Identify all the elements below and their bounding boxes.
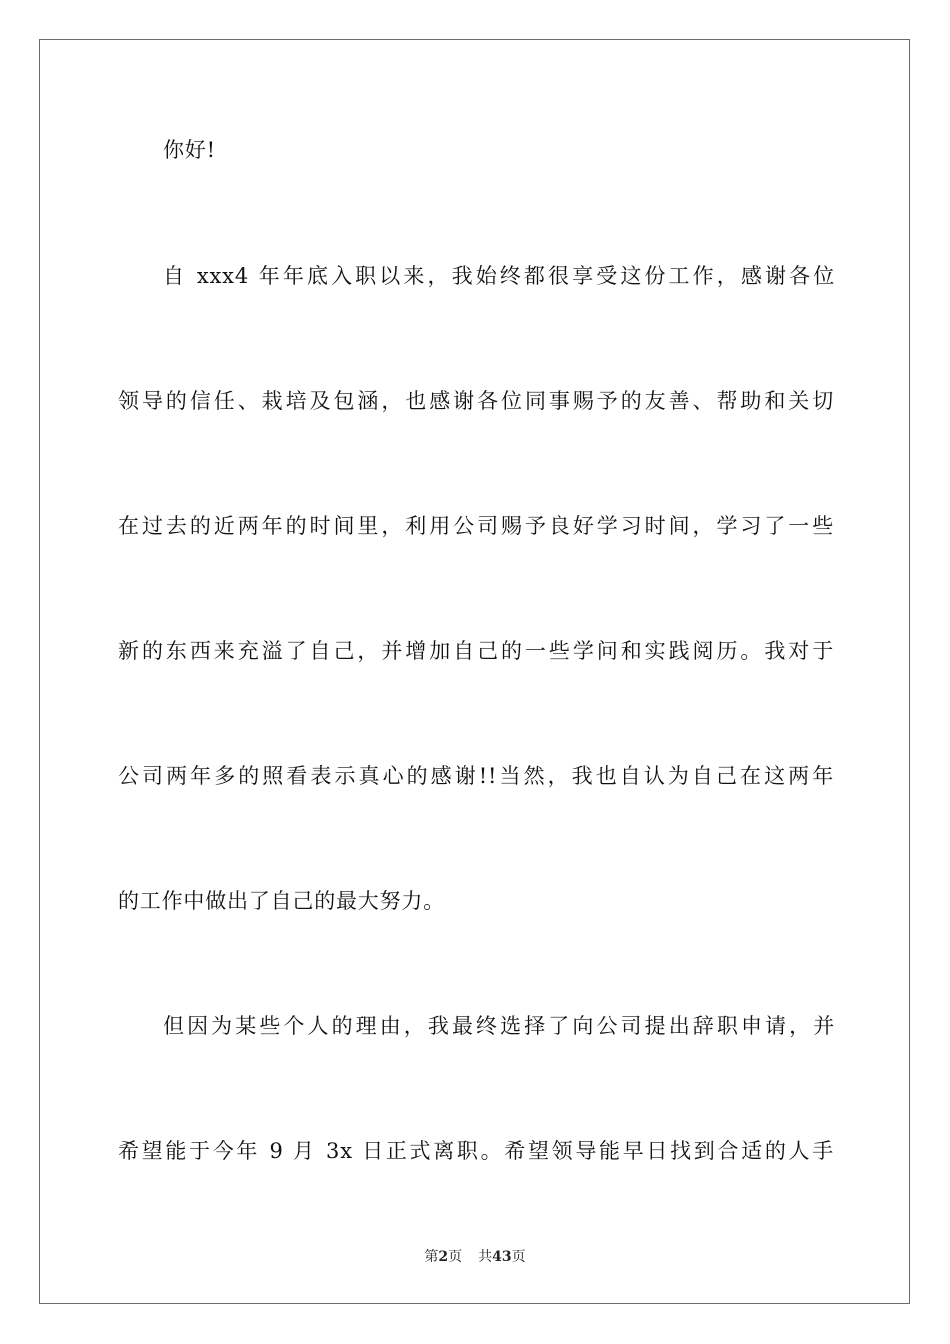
total-pages-suffix: 页 (511, 1249, 526, 1265)
total-pages-number: 43 (492, 1249, 512, 1265)
paragraph-line: 但因为某些个人的理由，我最终选择了向公司提出辞职申请，并 (163, 1014, 835, 1038)
paragraph-line: 在过去的近两年的时间里，利用公司赐予良好学习时间，学习了一些 (118, 514, 834, 538)
paragraph-line: 希望能于今年 9 月 3x 日正式离职。希望领导能早日找到合适的人手 (118, 1139, 834, 1163)
paragraph-line: 的工作中做出了自己的最大努力。 (118, 889, 445, 913)
total-pages-prefix: 共 (478, 1249, 493, 1265)
page-border (39, 39, 910, 1304)
greeting-line: 你好! (163, 138, 216, 162)
page-number-suffix: 页 (448, 1249, 463, 1265)
paragraph-line: 领导的信任、栽培及包涵，也感谢各位同事赐予的友善、帮助和关切 (118, 389, 834, 413)
page-number-prefix: 第 (424, 1249, 439, 1265)
paragraph-line: 公司两年多的照看表示真心的感谢!!当然，我也自认为自己在这两年 (118, 764, 834, 788)
current-page-number: 2 (438, 1249, 449, 1265)
page-footer (0, 1248, 950, 1266)
paragraph-line: 新的东西来充溢了自己，并增加自己的一些学问和实践阅历。我对于 (118, 639, 834, 663)
paragraph-line: 自 xxx4 年年底入职以来，我始终都很享受这份工作，感谢各位 (163, 264, 835, 288)
